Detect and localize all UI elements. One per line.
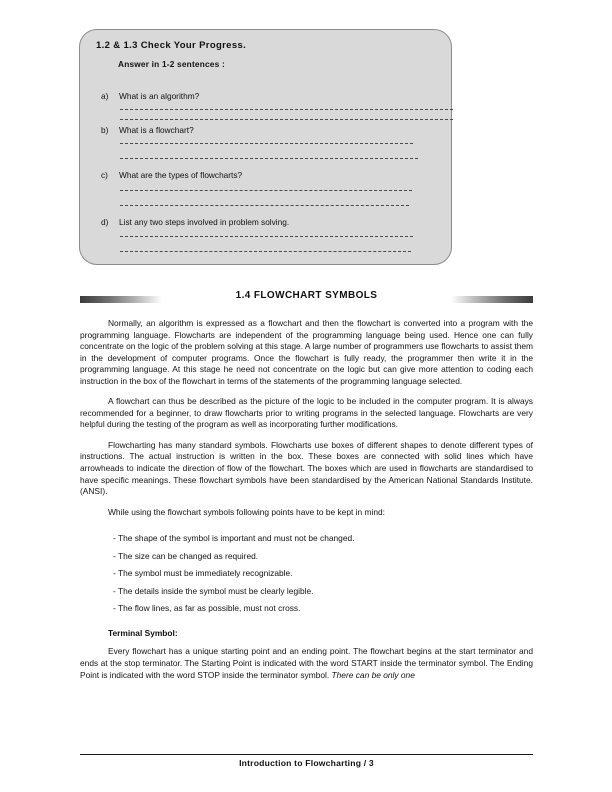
- question-label-b: b): [101, 125, 109, 135]
- paragraph-4: While using the flowchart symbols following points have to be kept in mind:: [108, 506, 385, 517]
- answer-line-a2: [120, 119, 453, 121]
- paragraph-5: [80, 646, 533, 681]
- answer-line-b1: [120, 143, 413, 145]
- question-item-d: [101, 217, 289, 227]
- bullet-item-4: - The details inside the symbol must be clearly legible.: [113, 585, 314, 596]
- answer-line-c1: [120, 190, 412, 192]
- paragraph-5-italic: There can be only one: [331, 669, 415, 680]
- bullet-item-1: - The shape of the symbol is important and must not be changed.: [113, 533, 355, 544]
- question-label-d: d): [101, 217, 109, 227]
- paragraph-3: Flowcharting has many standard symbols. Flowcharts use boxes of different shapes to denote different types of instructions. The actual instruction is written in the box. These boxes are connected with solid lines which have arrowheads to indicate the direction of flow of the flowchart. The boxes which are used in flowcharts are standardised to have specific meanings. These flowchart symbols have been standardised by the American National Standards Institute. (ANSI).: [80, 439, 533, 497]
- answer-line-d2: [120, 251, 411, 253]
- question-label-a: a): [101, 91, 109, 101]
- bullet-item-3: - The symbol must be immediately recognizable.: [113, 568, 293, 579]
- question-item-a: [101, 91, 199, 101]
- answer-line-b2: [120, 158, 418, 160]
- check-your-progress-subtitle: Answer in 1-2 sentences :: [118, 59, 225, 69]
- answer-line-c2: [120, 205, 409, 207]
- bullet-item-2: - The size can be changed as required.: [113, 550, 259, 561]
- question-text-b: What is a flowchart?: [119, 125, 194, 135]
- body-column: [80, 318, 533, 690]
- answer-line-d1: [120, 236, 413, 238]
- check-your-progress-title: 1.2 & 1.3 Check Your Progress.: [96, 40, 247, 51]
- question-item-c: [101, 170, 242, 180]
- section-heading: [80, 290, 533, 308]
- paragraph-2: A flowchart can thus be described as the picture of the logic to be included in the computer program. It is always recommended for a beginner, to draw flowcharts prior to writing programs in the selected language. Flowcharts are very helpful during the testing of the program as well as incorporating further modifications.: [80, 396, 533, 430]
- section-heading-title: 1.4 FLOWCHART SYMBOLS: [235, 290, 378, 301]
- check-your-progress-box: [79, 29, 452, 265]
- paragraph-1: Normally, an algorithm is expressed as a flowchart and then the flowchart is converted into a program with the programming language. Flowcharts are independent of the programming language being used. Hence one can fully concentrate on the logic of the problem solving at this stage. A large number of programmers use flowcharts to assist them in the development of computer programs. Once the flowchart is fully ready, the programmer then write it in the programming language. At this stage he need not concentrate on the logic but can give more attention to coding each instruction in the box of the flowchart in terms of the statements of the programming language selected.: [80, 318, 533, 386]
- question-text-c: What are the types of flowcharts?: [119, 170, 243, 180]
- paragraph-5-plain: Every flowchart has a unique starting point and an ending point. The flowchart begins at the start terminator and ends at the stop terminator. The Starting Point is indicated with the word START inside the terminator symbol. The Ending Point is indicated with the word STOP inside the terminator symbol.: [80, 646, 533, 680]
- footer-text: Introduction to Flowcharting / 3: [239, 758, 374, 768]
- footer-rule: [80, 754, 533, 755]
- question-label-c: c): [101, 170, 108, 180]
- answer-line-a1: [120, 109, 453, 111]
- bullet-item-5: - The flow lines, as far as possible, must not cross.: [113, 603, 301, 614]
- question-text-a: What is an algorithm?: [119, 91, 200, 101]
- terminal-symbol-subheading: Terminal Symbol:: [108, 627, 178, 638]
- question-text-d: List any two steps involved in problem solving.: [119, 217, 290, 227]
- question-item-b: [101, 125, 194, 135]
